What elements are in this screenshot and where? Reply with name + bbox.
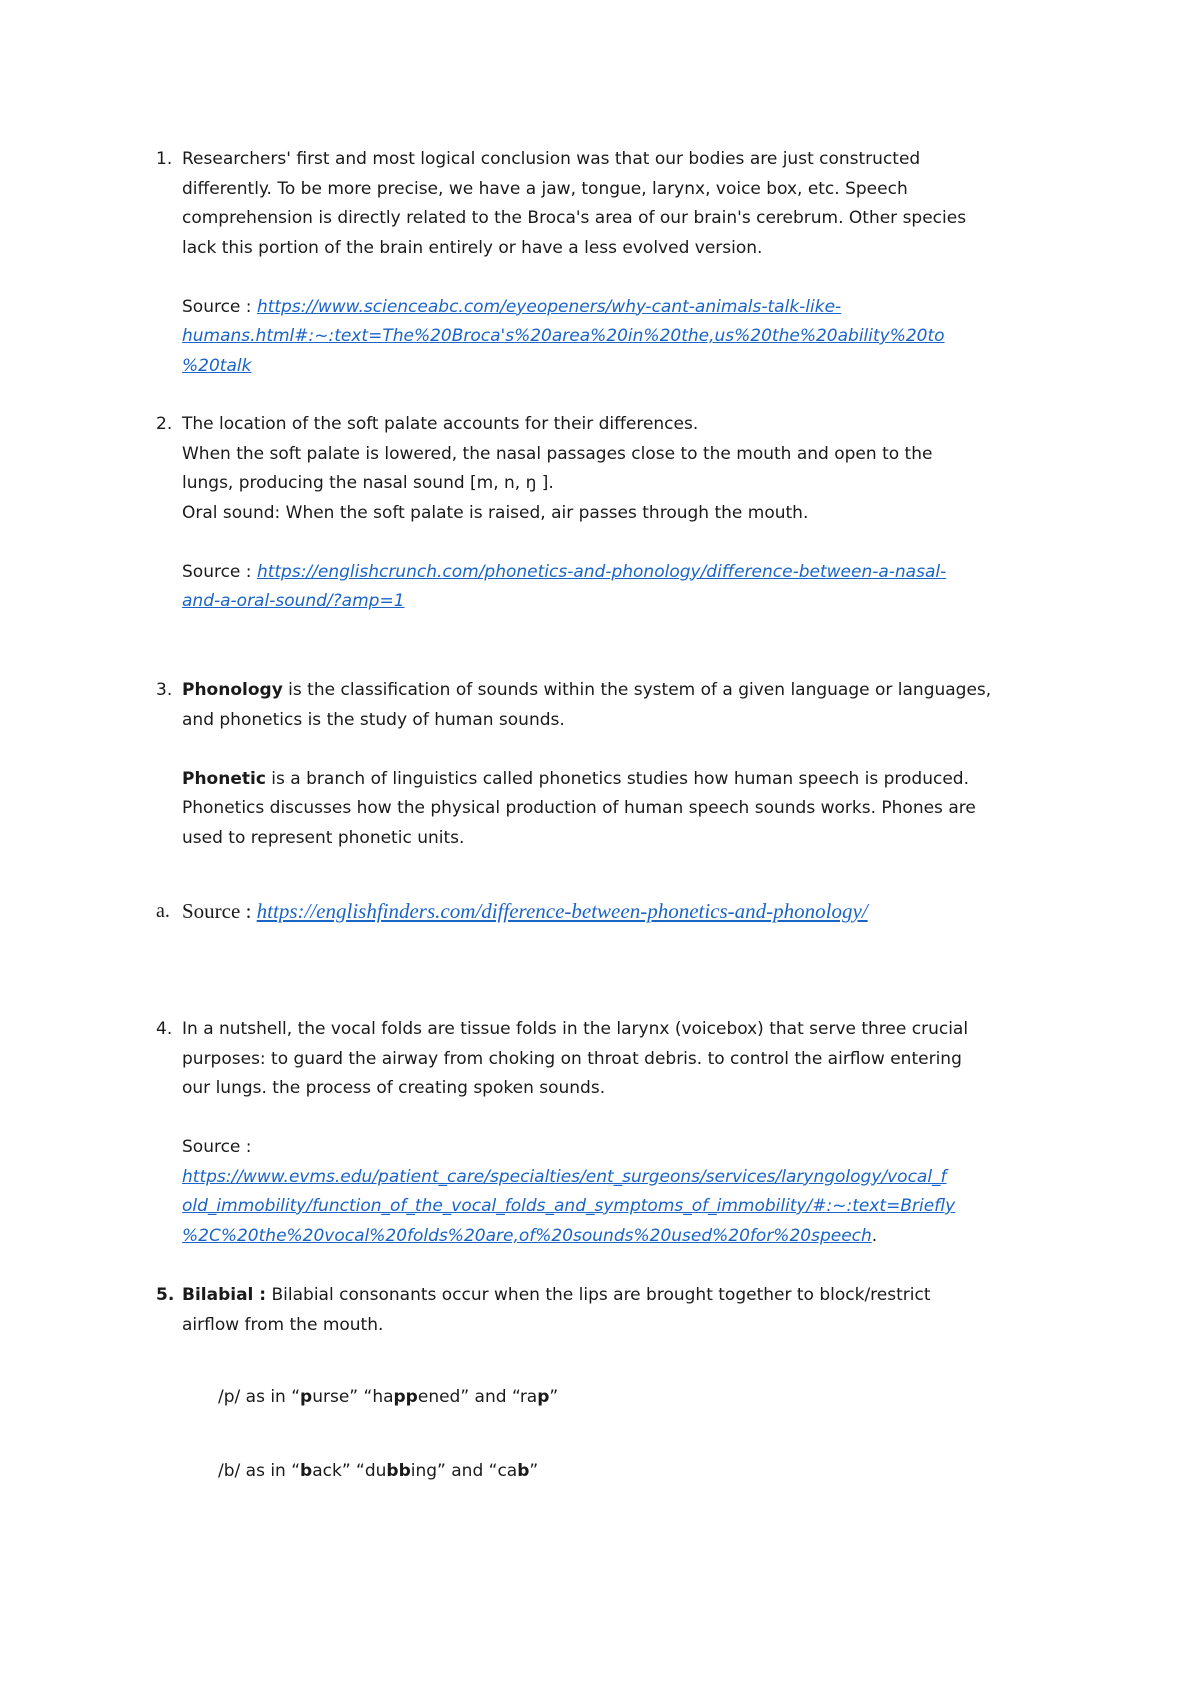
paragraph-text: is the classification of sounds within the system of a given language or languages, xyxy=(282,680,992,700)
source-link-cont[interactable]: humans.html#:~:text=The%20Broca's%20area%20in%20the,us%20the%20ability%20to xyxy=(182,326,945,346)
paragraph-line: our lungs. the process of creating spoken sounds. xyxy=(182,1078,606,1098)
example-text: /b/ as in “ xyxy=(218,1461,301,1481)
paragraph-line: In a nutshell, the vocal folds are tissue folds in the larynx (voicebox) that serve three crucial xyxy=(182,1019,969,1039)
list-item-2 xyxy=(156,410,1062,617)
paragraph-line: lack this portion of the brain entirely or have a less evolved version. xyxy=(182,237,763,258)
paragraph-line: Phonetics discusses how the physical production of human speech sounds works. Phones are xyxy=(182,798,976,818)
paragraph-line: When the soft palate is lowered, the nasal passages close to the mouth and open to the xyxy=(182,443,933,464)
example-bold: pp xyxy=(393,1387,418,1407)
trailing-period: . xyxy=(871,1225,878,1246)
example-bold: p xyxy=(537,1387,550,1407)
item-letter: a. xyxy=(156,900,170,922)
source-link[interactable]: https://www.scienceabc.com/eyeopeners/why-cant-animals-talk-like- xyxy=(256,296,842,317)
list-item-5 xyxy=(156,1281,1062,1340)
source-label: Source : xyxy=(182,296,257,317)
example-bold: bb xyxy=(386,1461,411,1481)
example-bold: b xyxy=(300,1461,313,1481)
example-text: ” xyxy=(529,1461,539,1481)
source-link[interactable]: https://englishfinders.com/difference-between-phonetics-and-phonology/ xyxy=(256,899,868,923)
term-bilabial: Bilabial : xyxy=(182,1285,267,1305)
example-text: ing” and “ca xyxy=(410,1461,518,1481)
example-text: urse” “ha xyxy=(312,1387,394,1407)
item-number: 3. xyxy=(156,680,173,700)
paragraph-line: used to represent phonetic units. xyxy=(182,827,465,848)
example-bold: p xyxy=(300,1387,313,1407)
paragraph-line xyxy=(182,676,1062,706)
example-text: ” xyxy=(549,1387,559,1407)
source-link-cont[interactable]: and-a-oral-sound/?amp=1 xyxy=(182,591,405,611)
term-phonology: Phonology xyxy=(182,680,283,700)
example-bold: b xyxy=(517,1461,530,1481)
source-link[interactable]: https://www.evms.edu/patient_care/specialties/ent_surgeons/services/laryngology/vocal_f xyxy=(182,1166,947,1187)
source-label: Source : xyxy=(182,1137,252,1157)
paragraph-line: Researchers' first and most logical conclusion was that our bodies are just constructed xyxy=(182,149,921,169)
list-item-a xyxy=(156,896,1082,926)
example-text: ack” “du xyxy=(312,1461,387,1481)
item-number: 4. xyxy=(156,1019,173,1039)
example-text: ened” and “ra xyxy=(417,1387,538,1407)
paragraph-line: and phonetics is the study of human sounds. xyxy=(182,709,565,730)
paragraph-line: comprehension is directly related to the Broca's area of our brain's cerebrum. Other species xyxy=(182,208,967,228)
paragraph-line: The location of the soft palate accounts for their differences. xyxy=(182,414,699,434)
source-label: Source : xyxy=(182,561,257,582)
item-number: 5. xyxy=(156,1285,175,1305)
source-link-cont[interactable]: old_immobility/function_of_the_vocal_folds_and_symptoms_of_immobility/#:~:text=Briefly xyxy=(182,1196,956,1216)
source-link-cont[interactable]: %2C%20the%20vocal%20folds%20are,of%20sounds%20used%20for%20speech xyxy=(182,1225,872,1246)
paragraph-line: lungs, producing the nasal sound [m, n, ŋ ]. xyxy=(182,473,554,493)
paragraph-line: airflow from the mouth. xyxy=(182,1314,384,1335)
paragraph-line: purposes: to guard the airway from choking on throat debris. to control the airflow entering xyxy=(182,1048,962,1069)
source-line xyxy=(182,293,1062,323)
source-label: Source : xyxy=(182,899,257,923)
source-line xyxy=(182,558,1062,588)
list-item-4 xyxy=(156,1015,1062,1251)
paragraph-line xyxy=(182,765,1062,795)
example-p xyxy=(218,1383,558,1413)
paragraph-line: Oral sound: When the soft palate is raised, air passes through the mouth. xyxy=(182,502,809,523)
paragraph-line: differently. To be more precise, we have a jaw, tongue, larynx, voice box, etc. Speech xyxy=(182,178,908,199)
paragraph-text: Bilabial consonants occur when the lips are brought together to block/restrict xyxy=(266,1285,931,1305)
paragraph-text: is a branch of linguistics called phonetics studies how human speech is produced. xyxy=(265,768,969,789)
example-b xyxy=(218,1457,538,1487)
paragraph-line xyxy=(182,1281,1062,1311)
item-number: 1. xyxy=(156,149,173,169)
item-number: 2. xyxy=(156,414,173,434)
source-link[interactable]: https://englishcrunch.com/phonetics-and-phonology/difference-between-a-nasal- xyxy=(256,561,947,582)
term-phonetic: Phonetic xyxy=(182,768,266,789)
list-item-1 xyxy=(156,145,1062,381)
list-item-3 xyxy=(156,676,1062,853)
example-text: /p/ as in “ xyxy=(218,1387,301,1407)
source-link-cont[interactable]: %20talk xyxy=(182,355,252,376)
